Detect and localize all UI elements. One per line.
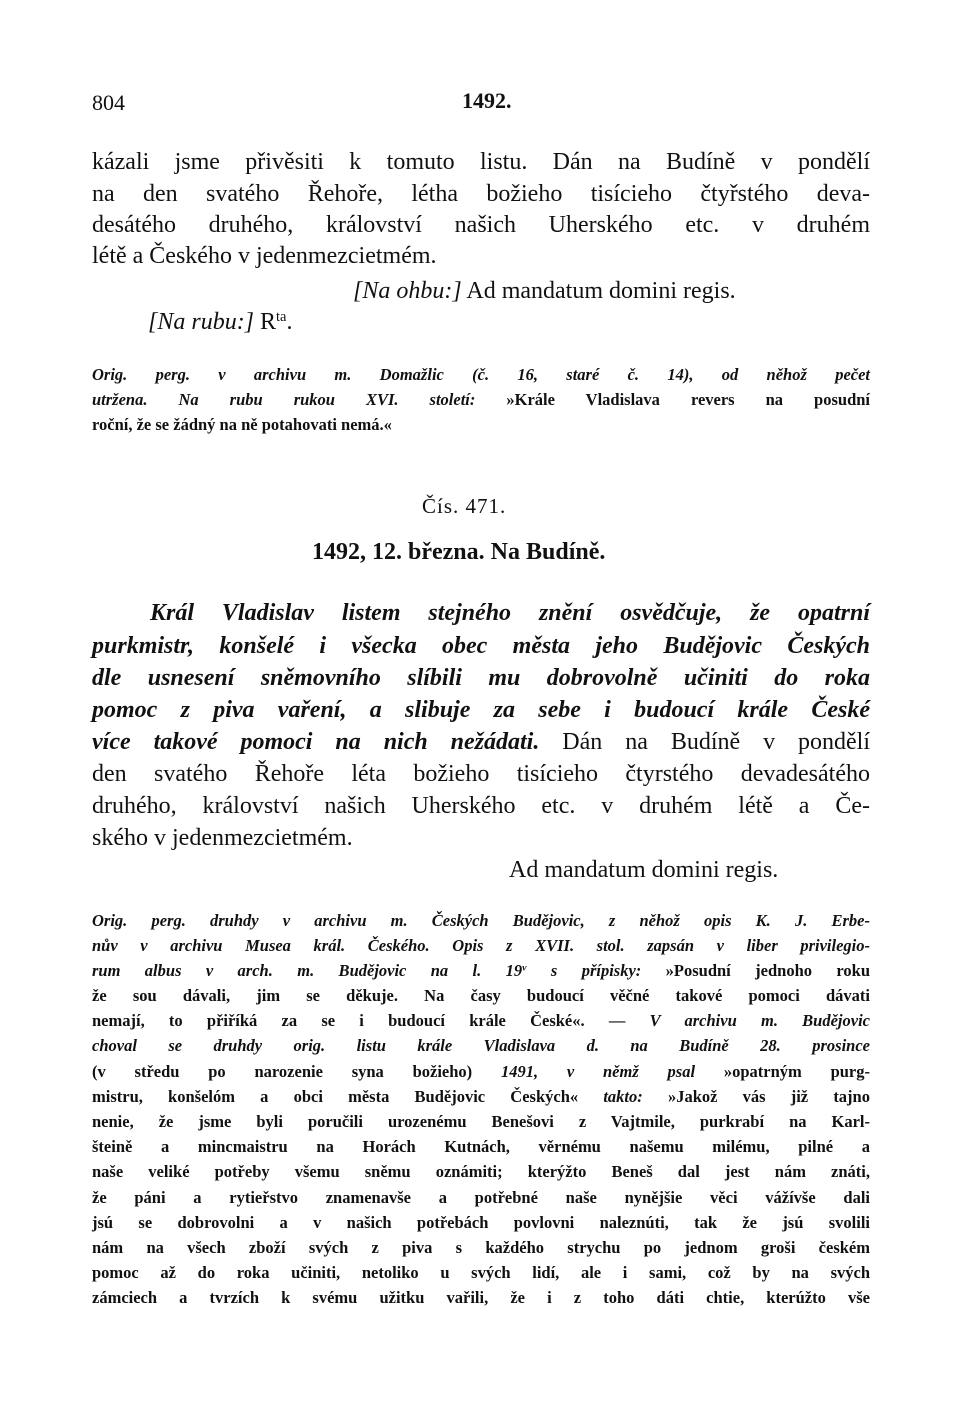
note-line: že páni a rytieřstvo znamenavše a potřebné naše nynějšie věci vážívše dali	[92, 1188, 870, 1207]
note-text: »Posudní jednoho roku	[665, 961, 870, 980]
note-line	[92, 963, 870, 980]
abstract-line: purkmistr, konšelé i všecka obec města jeho Budějovic Českých	[92, 633, 870, 659]
note-line: nenie, že jsme byli poručili urozenému Benešovi z Vajtmile, purkrabí na Karl-	[92, 1112, 870, 1131]
page-number: 804	[92, 90, 125, 115]
note-line	[92, 392, 870, 409]
note-line: pomoc až do roka učiniti, netoliko u svých lidí, ale i sami, což by na svých	[92, 1263, 870, 1282]
note-line	[92, 1064, 870, 1081]
note-italic: rum albus v arch. m. Budějovic na l. 19	[92, 961, 523, 980]
note-line: nám na všech zboží svých z piva s každého strychu po jednom groši českém	[92, 1238, 870, 1257]
note-line: nův v archivu Musea král. Českého. Opis z XVII. stol. zapsán v liber privilegio-	[92, 936, 870, 955]
note-line: že sou dávali, jim se děkuje. Na časy budoucí věčné takové pomoci dávati	[92, 986, 870, 1005]
verso-note	[148, 310, 292, 334]
note-text: (v středu po narozenie syna božieho)	[92, 1062, 501, 1081]
note-line	[92, 1013, 870, 1030]
body-line: ského v jedenmezcietmém.	[92, 825, 353, 851]
fold-note	[353, 279, 736, 303]
note-line: Orig. perg. druhdy v archivu m. Českých Budějovic, z něhož opis K. J. Erbe-	[92, 911, 870, 930]
verso-text: R	[260, 309, 277, 335]
note-text: mistru, konšelóm a obci města Budějovic Českých«	[92, 1087, 604, 1106]
note-italic: takto:	[603, 1087, 643, 1106]
note-sup: v	[522, 962, 527, 974]
note-italic: s přípisky:	[526, 961, 642, 980]
note-text: »Jakož vás již tajno	[667, 1087, 870, 1106]
body-line: létě a Českého v jedenmezcietmém.	[92, 243, 437, 269]
body-text: Dán na Budíně v pondělí	[562, 729, 871, 755]
body-line: den svatého Řehoře léta božieho tisícieho čtyrstého devadesátého	[92, 761, 870, 787]
note-text: nemají, to přiříká za se i budoucí krále České«. —	[92, 1011, 650, 1030]
note-line: naše veliké potřeby všemu sněmu oznámiti; kterýžto Beneš dal jest nám znáti,	[92, 1162, 870, 1181]
document-number: Čís. 471.	[422, 494, 507, 518]
running-head-year: 1492.	[462, 88, 512, 113]
verso-sup: ta	[276, 309, 287, 326]
note-italic: V archivu m. Budějovic	[649, 1011, 870, 1030]
abstract-line: pomoc z piva vaření, a slibuje za sebe i budoucí krále České	[92, 697, 870, 723]
note-line: zámciech a tvrzích k svému užitku vařili, že i z toho dáti chtie, kterúžto vše	[92, 1288, 870, 1307]
abstract-line: dle usnesení sněmovního slíbili mu dobrovolně učiniti do roka	[92, 665, 870, 691]
document-dateline: 1492, 12. března. Na Budíně.	[312, 539, 606, 565]
note-line: choval se druhdy orig. listu krále Vladislava d. na Budíně 28. prosince	[92, 1036, 870, 1055]
fold-label: [Na ohbu:]	[353, 278, 462, 304]
note-text: »Krále Vladislava revers na posudní	[506, 390, 871, 409]
mandate-line: Ad mandatum domini regis.	[509, 857, 779, 883]
note-text: »opatrným purg-	[723, 1062, 870, 1081]
abstract-line: Král Vladislav listem stejného znění osvědčuje, že opatrní	[150, 600, 870, 626]
note-italic: utržena. Na rubu rukou XVI. století:	[92, 390, 476, 409]
verso-end: .	[286, 309, 293, 335]
abstract-end: více takové pomoci na nich nežádati.	[92, 729, 540, 755]
body-line: kázali jsme přivěsiti k tomuto listu. Dán na Budíně v pondělí	[92, 149, 870, 175]
note-line: šteině a mincmaistru na Horách Kutnách, věrnému našemu milému, pilné a	[92, 1137, 870, 1156]
verso-label: [Na rubu:]	[148, 309, 255, 335]
body-line	[92, 730, 870, 754]
note-line	[92, 1089, 870, 1106]
note-line: roční, že se žádný na ně potahovati nemá.«	[92, 415, 392, 434]
note-line: jsú se dobrovolni a v našich potřebách povlovni naleznúti, tak že jsú svolili	[92, 1213, 870, 1232]
fold-text: Ad mandatum domini regis.	[466, 278, 736, 304]
body-line: desátého druhého, království našich Uherského etc. v druhém	[92, 212, 870, 238]
note-italic: 1491, v němž psal	[500, 1062, 696, 1081]
body-line: na den svatého Řehoře, létha božieho tisícieho čtyřstého deva-	[92, 181, 870, 207]
body-line: druhého, království našich Uherského etc. v druhém létě a Če-	[92, 793, 870, 819]
note-line: Orig. perg. v archivu m. Domažlic (č. 16, staré č. 14), od něhož pečet	[92, 365, 870, 384]
